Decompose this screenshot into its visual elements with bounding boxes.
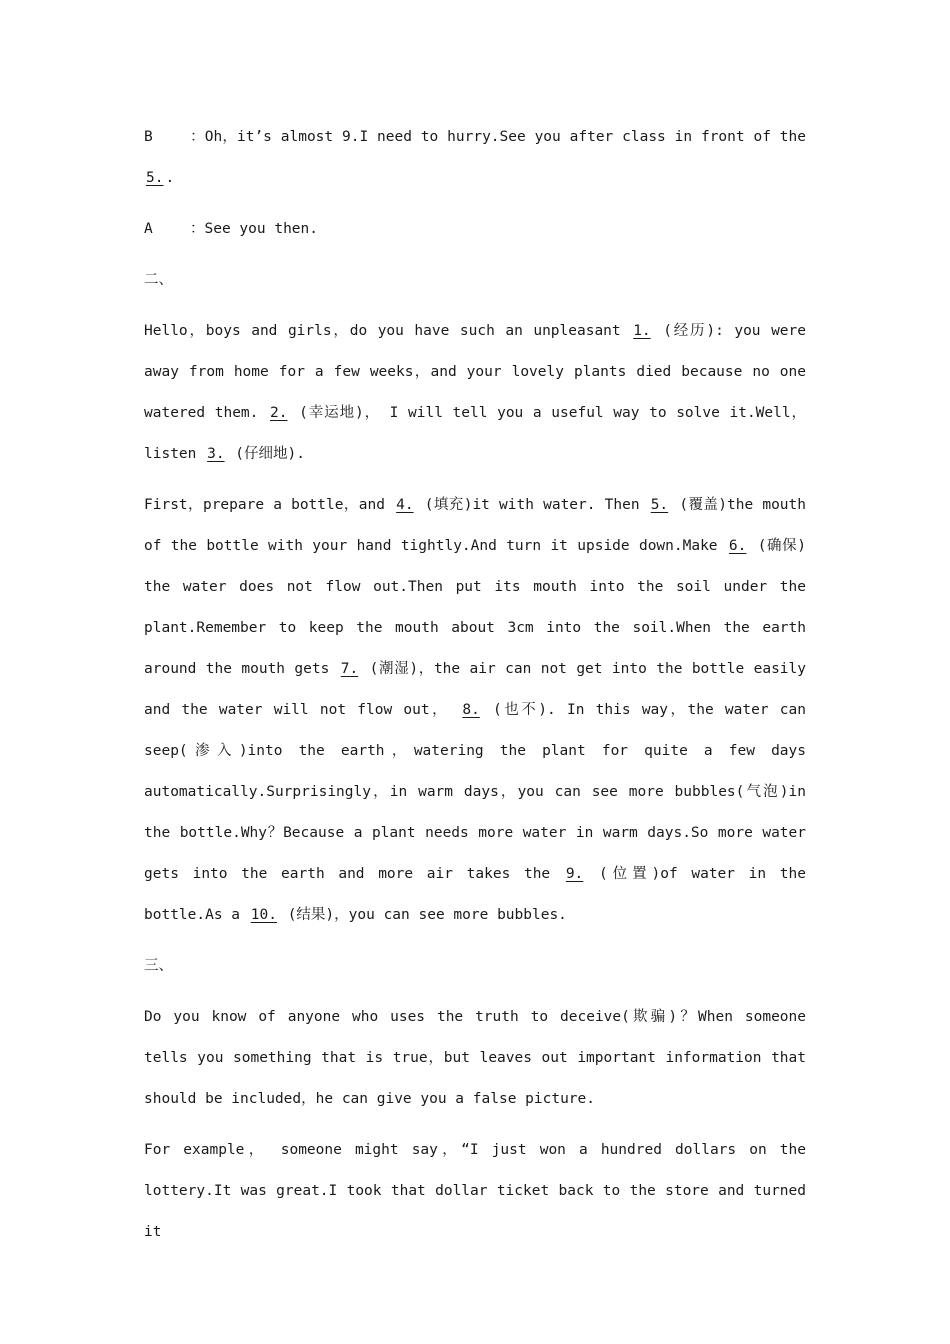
s2p1-text-3: (幸运地)， I will tell you a useful way to solve it.Well，listen [144, 405, 806, 462]
s2p2-text-1: First，prepare a bottle，and [144, 497, 395, 513]
s2p2-text-4: (确保) the water does not flow out.Then put its mouth into the soil under the plant.Remember to keep the mouth about 3cm into the soil.When the earth around the mouth gets [144, 538, 806, 677]
blank-6[interactable]: 6. [728, 538, 747, 554]
dialogue-b-text-1: ：Oh，it’s almost 9.I need to hurry.See you after class in front of the [190, 129, 806, 145]
dialogue-a-text: ：See you then. [190, 221, 318, 237]
section-2-paragraph-1 [144, 311, 806, 475]
s2p2-text-3: (覆盖)the mouth of the bottle with your hand tightly.And turn it upside down.Make [144, 497, 806, 554]
section-2-heading: 二、 [144, 272, 173, 288]
section-2-paragraph-2 [144, 485, 806, 936]
speaker-b: B [144, 129, 153, 145]
section-3-heading: 三、 [144, 958, 173, 974]
s2p2-text-7: (位置)of water in the bottle.As a [144, 866, 806, 923]
section-3-paragraph-1: Do you know of anyone who uses the truth to deceive(欺骗)？When someone tells you something that is true，but leaves out important information that should be included，he can give you a false picture. [144, 1009, 806, 1107]
blank-2[interactable]: 2. [270, 405, 288, 421]
section-3-paragraph-2: For example， someone might say，“I just won a hundred dollars on the lottery.It was great.I took that dollar ticket back to the store and turned it [144, 1142, 806, 1240]
dialogue-b-text-2: . [165, 170, 175, 186]
s2p1-text-1: Hello，boys and girls，do you have such an unpleasant [144, 323, 632, 339]
speaker-a: A [144, 221, 153, 237]
blank-9[interactable]: 9. [565, 866, 584, 882]
dialogue-line-b [144, 117, 806, 199]
blank-4[interactable]: 4. [396, 497, 414, 513]
blank-1[interactable]: 1. [633, 323, 651, 339]
s2p2-text-2: (填充)it with water. Then [415, 497, 649, 513]
s2p2-text-8: (结果)，you can see more bubbles. [278, 907, 567, 923]
blank-5[interactable]: 5. [650, 497, 669, 513]
blank-3[interactable]: 3. [207, 446, 225, 462]
s2p2-text-6: (也不). In this way，the water can seep(渗入)into the earth，watering the plant for quite a few days automatically.Surprisingly，in warm days，you can see more bubbles(气泡)in the bottle.Why？Because a plant needs more water in warm days.So more water gets into the earth and more air takes the [144, 702, 806, 882]
blank-10[interactable]: 10. [250, 907, 277, 923]
s2p2-text-5: (潮湿)，the air can not get into the bottle easily and the water will not flow out， [144, 661, 806, 718]
dialogue-line-a [144, 209, 806, 250]
document-page [144, 117, 806, 1263]
s2p1-text-4: (仔细地). [226, 446, 305, 462]
blank-8[interactable]: 8. [462, 702, 480, 718]
s2p1-text-2: (经历): you were away from home for a few weeks，and your lovely plants died because no one watered them. [144, 323, 806, 421]
blank-7[interactable]: 7. [340, 661, 359, 677]
blank-5-dialogue[interactable]: 5. [146, 170, 164, 186]
